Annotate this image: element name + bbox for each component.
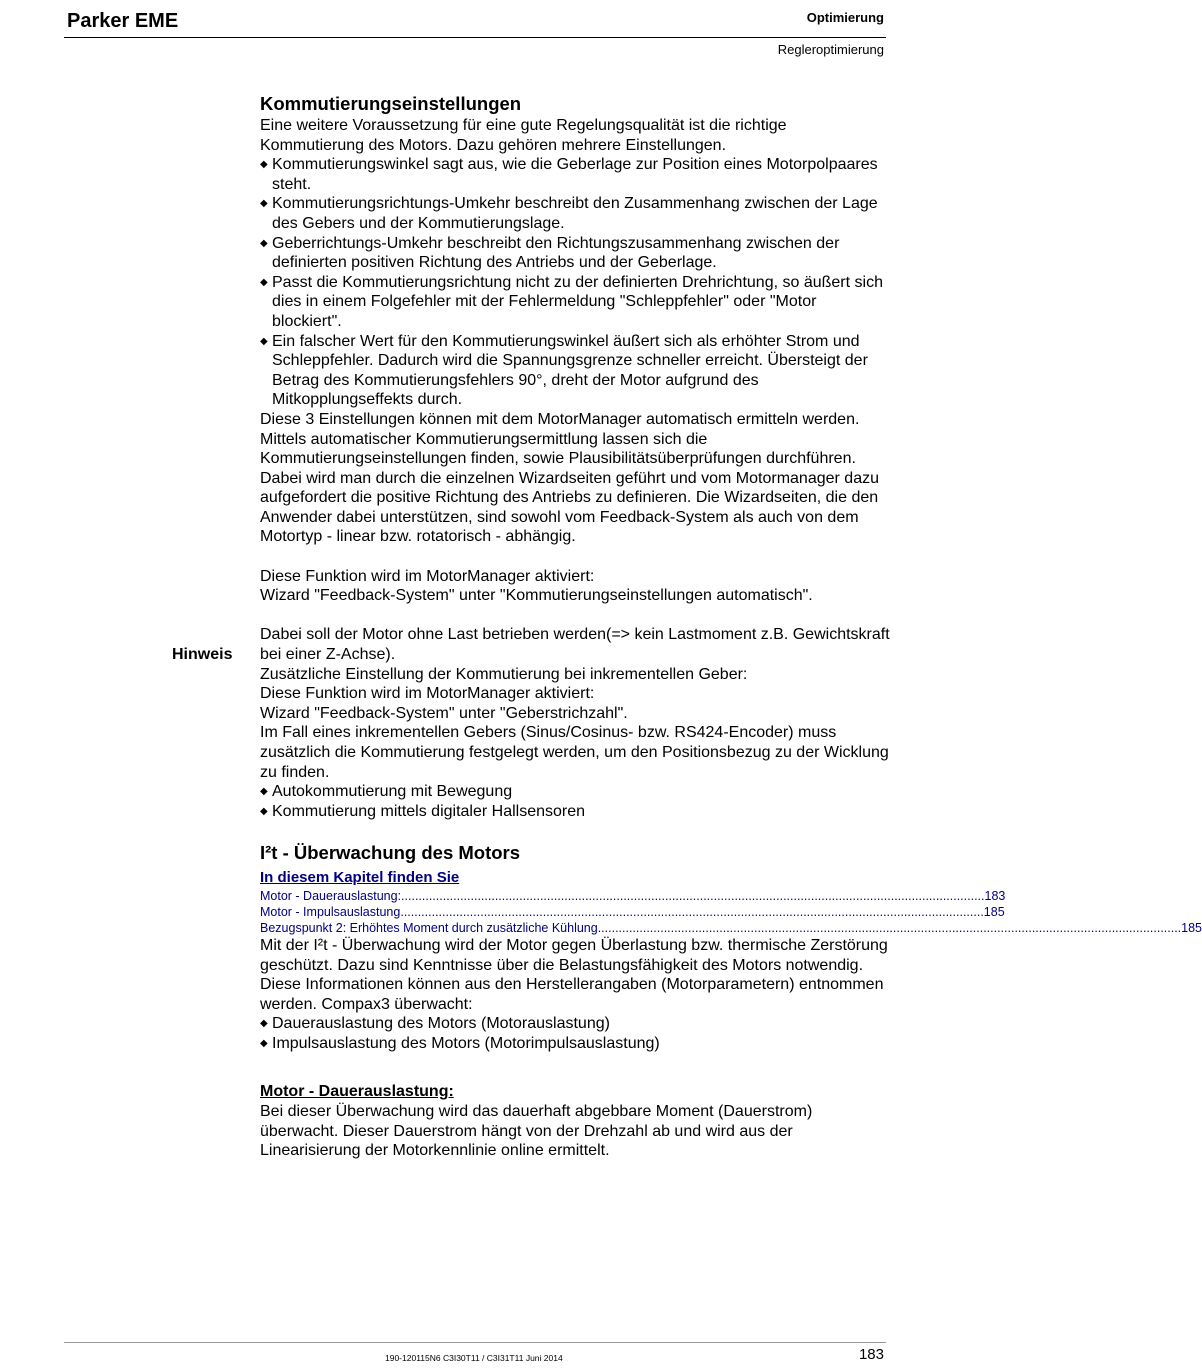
note-line-1: Dabei soll der Motor ohne Last betrieben werden(=> kein Lastmoment z.B. Gewichtskraft bei einer Z-Achse).: [260, 626, 890, 664]
diamond-bullet-icon: ◆: [260, 786, 268, 798]
commutation-para-1: Diese 3 Einstellungen können mit dem MotorManager automatisch ermitteln werden.: [260, 410, 860, 428]
note-line-3: Diese Funktion wird im MotorManager aktiviert:: [260, 685, 595, 703]
toc-entry[interactable]: Motor - Impulsauslastung ........................................................................................................................................................................ 185: [260, 904, 1005, 919]
toc-heading[interactable]: In diesem Kapitel finden Sie: [260, 868, 460, 886]
document-id: 190-120115N6 C3I30T11 / C3I31T11 Juni 2014: [385, 1353, 563, 1363]
toc-list: [260, 888, 1202, 936]
hinweis-label: Hinweis: [172, 646, 233, 663]
diamond-bullet-icon: ◆: [260, 237, 268, 249]
list-item: ◆ Kommutierungsrichtungs-Umkehr beschreibt den Zusammenhang zwischen der Lage des Gebers und der Kommutierungslage.: [260, 195, 878, 232]
dauerauslastung-text: Bei dieser Überwachung wird das dauerhaft abgebbare Moment (Dauerstrom) überwacht. Dieser Dauerstrom hängt von der Drehzahl ab und wird aus der Linearisierung der Motorkennlinie online ermittelt.: [260, 1103, 813, 1160]
list-item: ◆ Passt die Kommutierungsrichtung nicht zu der definierten Drehrichtung, so äußert sich dies in einem Folgefehler mit der Fehlermeldung "Schleppfehler" oder "Motor blockiert".: [260, 273, 883, 330]
header-divider: [64, 37, 886, 38]
toc-entry[interactable]: Bezugspunkt 2: Erhöhtes Moment durch zusätzliche Kühlung ........................................................................................................................................................................ 185: [260, 920, 1202, 935]
list-item: ◆ Impulsauslastung des Motors (Motorimpulsauslastung): [260, 1034, 660, 1052]
note-bullets: [260, 782, 890, 821]
chapter-title: Optimierung: [806, 10, 884, 25]
diamond-bullet-icon: ◆: [260, 1018, 268, 1030]
list-item: ◆ Kommutierungswinkel sagt aus, wie die Geberlage zur Position eines Motorpolpaares steht.: [260, 156, 878, 193]
diamond-bullet-icon: ◆: [260, 805, 268, 817]
diamond-bullet-icon: ◆: [260, 1037, 268, 1049]
footer-divider: [64, 1342, 886, 1343]
brand-name: Parker EME: [67, 10, 179, 32]
commutation-heading: Kommutierungseinstellungen: [260, 93, 522, 114]
commutation-intro: Eine weitere Voraussetzung für eine gute Regelungsqualität ist die richtige Kommutierung des Motors. Dazu gehören mehrere Einstellungen.: [260, 117, 787, 154]
commutation-para-2: Mittels automatischer Kommutierungsermittlung lassen sich die Kommutierungseinstellungen finden, sowie Plausibilitätsüberprüfungen durchführen. Dabei wird man durch die einzelnen Wizardseiten geführt und vom Motormanager dazu aufgefordert die positive Richtung des Antriebs zu definieren. Die Wizardseiten, die den Anwender dabei unterstützen, sind sowohl vom Feedback-System als auch von dem Motortyp - linear bzw. rotatorisch - abhängig.: [260, 430, 879, 546]
commutation-para-3a: Diese Funktion wird im MotorManager aktiviert:: [260, 567, 595, 585]
note-line-4: Wizard "Feedback-System" unter "Geberstrichzahl".: [260, 704, 628, 722]
list-item: ◆ Geberrichtungs-Umkehr beschreibt den Richtungszusammenhang zwischen der definierten positiven Richtung des Antriebs und der Geberlage.: [260, 234, 840, 272]
note-line-5: Im Fall eines inkrementellen Gebers (Sinus/Cosinus- bzw. RS424-Encoder) muss zusätzlich die Kommutierung festgelegt werden, um den Positionsbezug zu der Wicklung zu finden.: [260, 724, 889, 781]
section-title: Regleroptimierung: [777, 42, 884, 57]
i2t-bullets: [260, 1014, 890, 1053]
note-line-2: Zusätzliche Einstellung der Kommutierung bei inkrementellen Geber:: [260, 665, 748, 683]
toc-entry[interactable]: Motor - Dauerauslastung: ........................................................................................................................................................................ 183: [260, 888, 1006, 903]
i2t-intro: Mit der I²t - Überwachung wird der Motor gegen Überlastung bzw. thermische Zerstörung geschützt. Dazu sind Kenntnisse über die Belastungsfähigkeit des Motors notwendig. Diese Informationen können aus den Herstellerangaben (Motorparametern) entnommen werden. Compax3 überwacht:: [260, 936, 888, 1013]
commutation-bullets: [260, 155, 890, 410]
page-number: 183: [858, 1346, 884, 1363]
diamond-bullet-icon: ◆: [260, 198, 268, 210]
i2t-heading: I²t - Überwachung des Motors: [260, 841, 521, 863]
list-item: ◆ Autokommutierung mit Bewegung: [260, 783, 513, 801]
list-item: ◆ Kommutierung mittels digitaler Hallsensoren: [260, 802, 586, 820]
diamond-bullet-icon: ◆: [260, 335, 268, 347]
dauerauslastung-heading: Motor - Dauerauslastung:: [260, 1083, 454, 1101]
list-item: ◆ Ein falscher Wert für den Kommutierungswinkel äußert sich als erhöhter Strom und Schleppfehler. Dadurch wird die Spannungsgrenze schneller erreicht. Übersteigt der Betrag des Kommutierungsfehlers 90°, dreht der Motor aufgrund des Mitkopplungseffekts durch.: [260, 332, 868, 409]
diamond-bullet-icon: ◆: [260, 276, 268, 288]
diamond-bullet-icon: ◆: [260, 159, 268, 171]
list-item: ◆ Dauerauslastung des Motors (Motorauslastung): [260, 1015, 610, 1033]
commutation-para-3b: Wizard "Feedback-System" unter "Kommutierungseinstellungen automatisch".: [260, 587, 813, 605]
main-content: [260, 92, 1202, 1161]
